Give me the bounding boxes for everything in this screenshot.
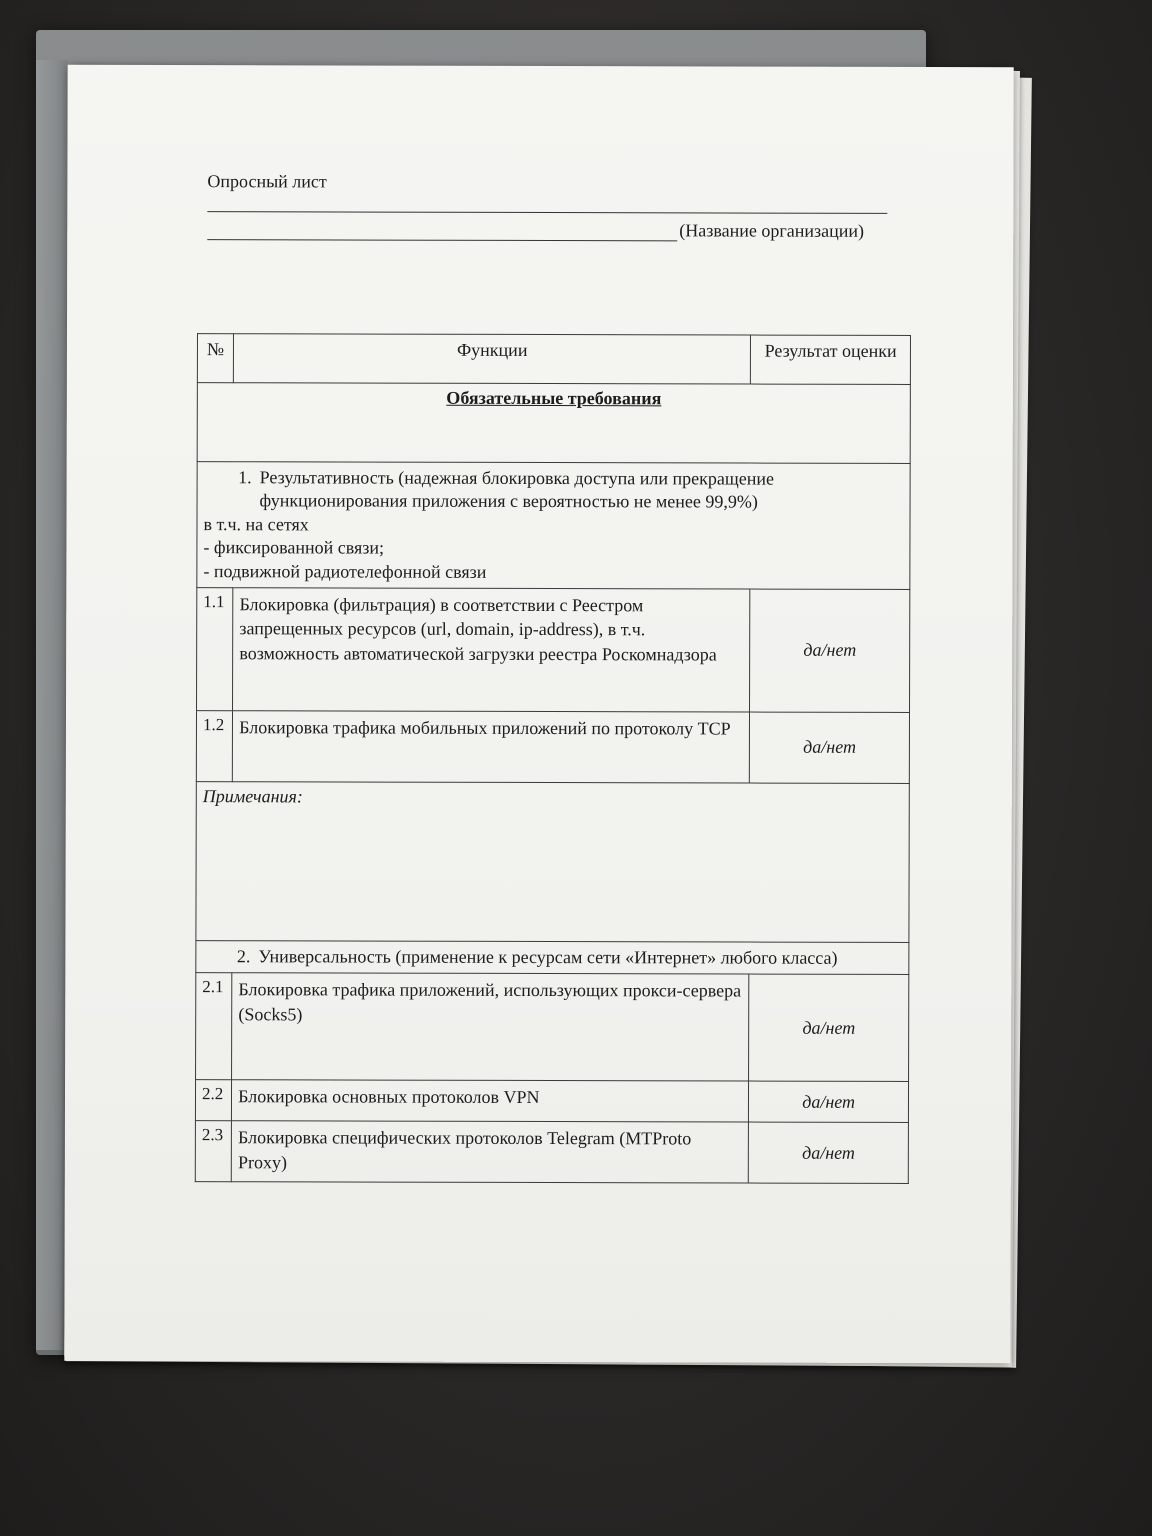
folder-edge [36,60,68,1350]
mandatory-heading: Обязательные требования [446,387,662,409]
item-function: Блокировка трафика мобильных приложений по протоколу TCP [232,711,749,783]
item-result: да/нет [749,1081,909,1122]
notes-row [196,782,909,943]
section-title: Результативность (надежная блокировка доступа или прекращение функционирования приложения с вероятностью не менее 99,9%) [259,467,775,512]
header-functions: Функции [234,334,751,384]
section-title: Универсальность (применение к ресурсам сети «Интернет» любого класса) [258,946,838,968]
table-header-row [197,334,910,385]
item-function: Блокировка (фильтрация) в соответствии с Реестром запрещенных ресурсов (url, domain, ip-address), в т.ч. возможность автоматической загрузки реестра Роскомнадзора [233,588,751,712]
section-number: 1. [238,467,252,488]
paper-sheet [64,65,1013,1363]
section-number: 2. [236,946,251,967]
table-row [195,1080,908,1123]
organization-row [207,210,897,242]
document [64,65,1013,1363]
item-number: 2.3 [195,1121,231,1182]
notes-label: Примечания: [196,782,909,943]
item-number: 1.1 [197,588,233,711]
table-row [196,711,909,784]
item-result: да/нет [749,1122,909,1183]
table-row [195,1121,908,1184]
organization-label: (Название организации) [679,220,865,241]
section-subline: - подвижной радиотелефонной связи [203,560,487,582]
item-result: да/нет [750,712,910,783]
item-number: 2.1 [196,973,232,1080]
section-row [196,941,909,975]
item-function: Блокировка основных протоколов VPN [232,1080,749,1122]
header-num: № [197,334,233,383]
section-row [197,462,910,590]
table-row [196,973,909,1082]
item-result: да/нет [749,974,909,1081]
document-title: Опросный лист [207,171,327,192]
mandatory-row [197,383,910,464]
section-subline: в т.ч. на сетях [203,513,309,535]
questionnaire-table [195,333,911,1184]
item-function: Блокировка трафика приложений, использующих прокси-сервера (Socks5) [232,973,749,1081]
organization-blank [207,213,677,241]
item-result: да/нет [750,589,910,712]
item-function: Блокировка специфических протоколов Telegram (MTProto Proxy) [231,1121,748,1183]
item-number: 2.2 [195,1080,231,1121]
section-subline: - фиксированной связи; [203,537,385,558]
item-number: 1.2 [196,711,232,782]
header-result: Результат оценки [751,335,911,384]
table-row [197,588,910,713]
